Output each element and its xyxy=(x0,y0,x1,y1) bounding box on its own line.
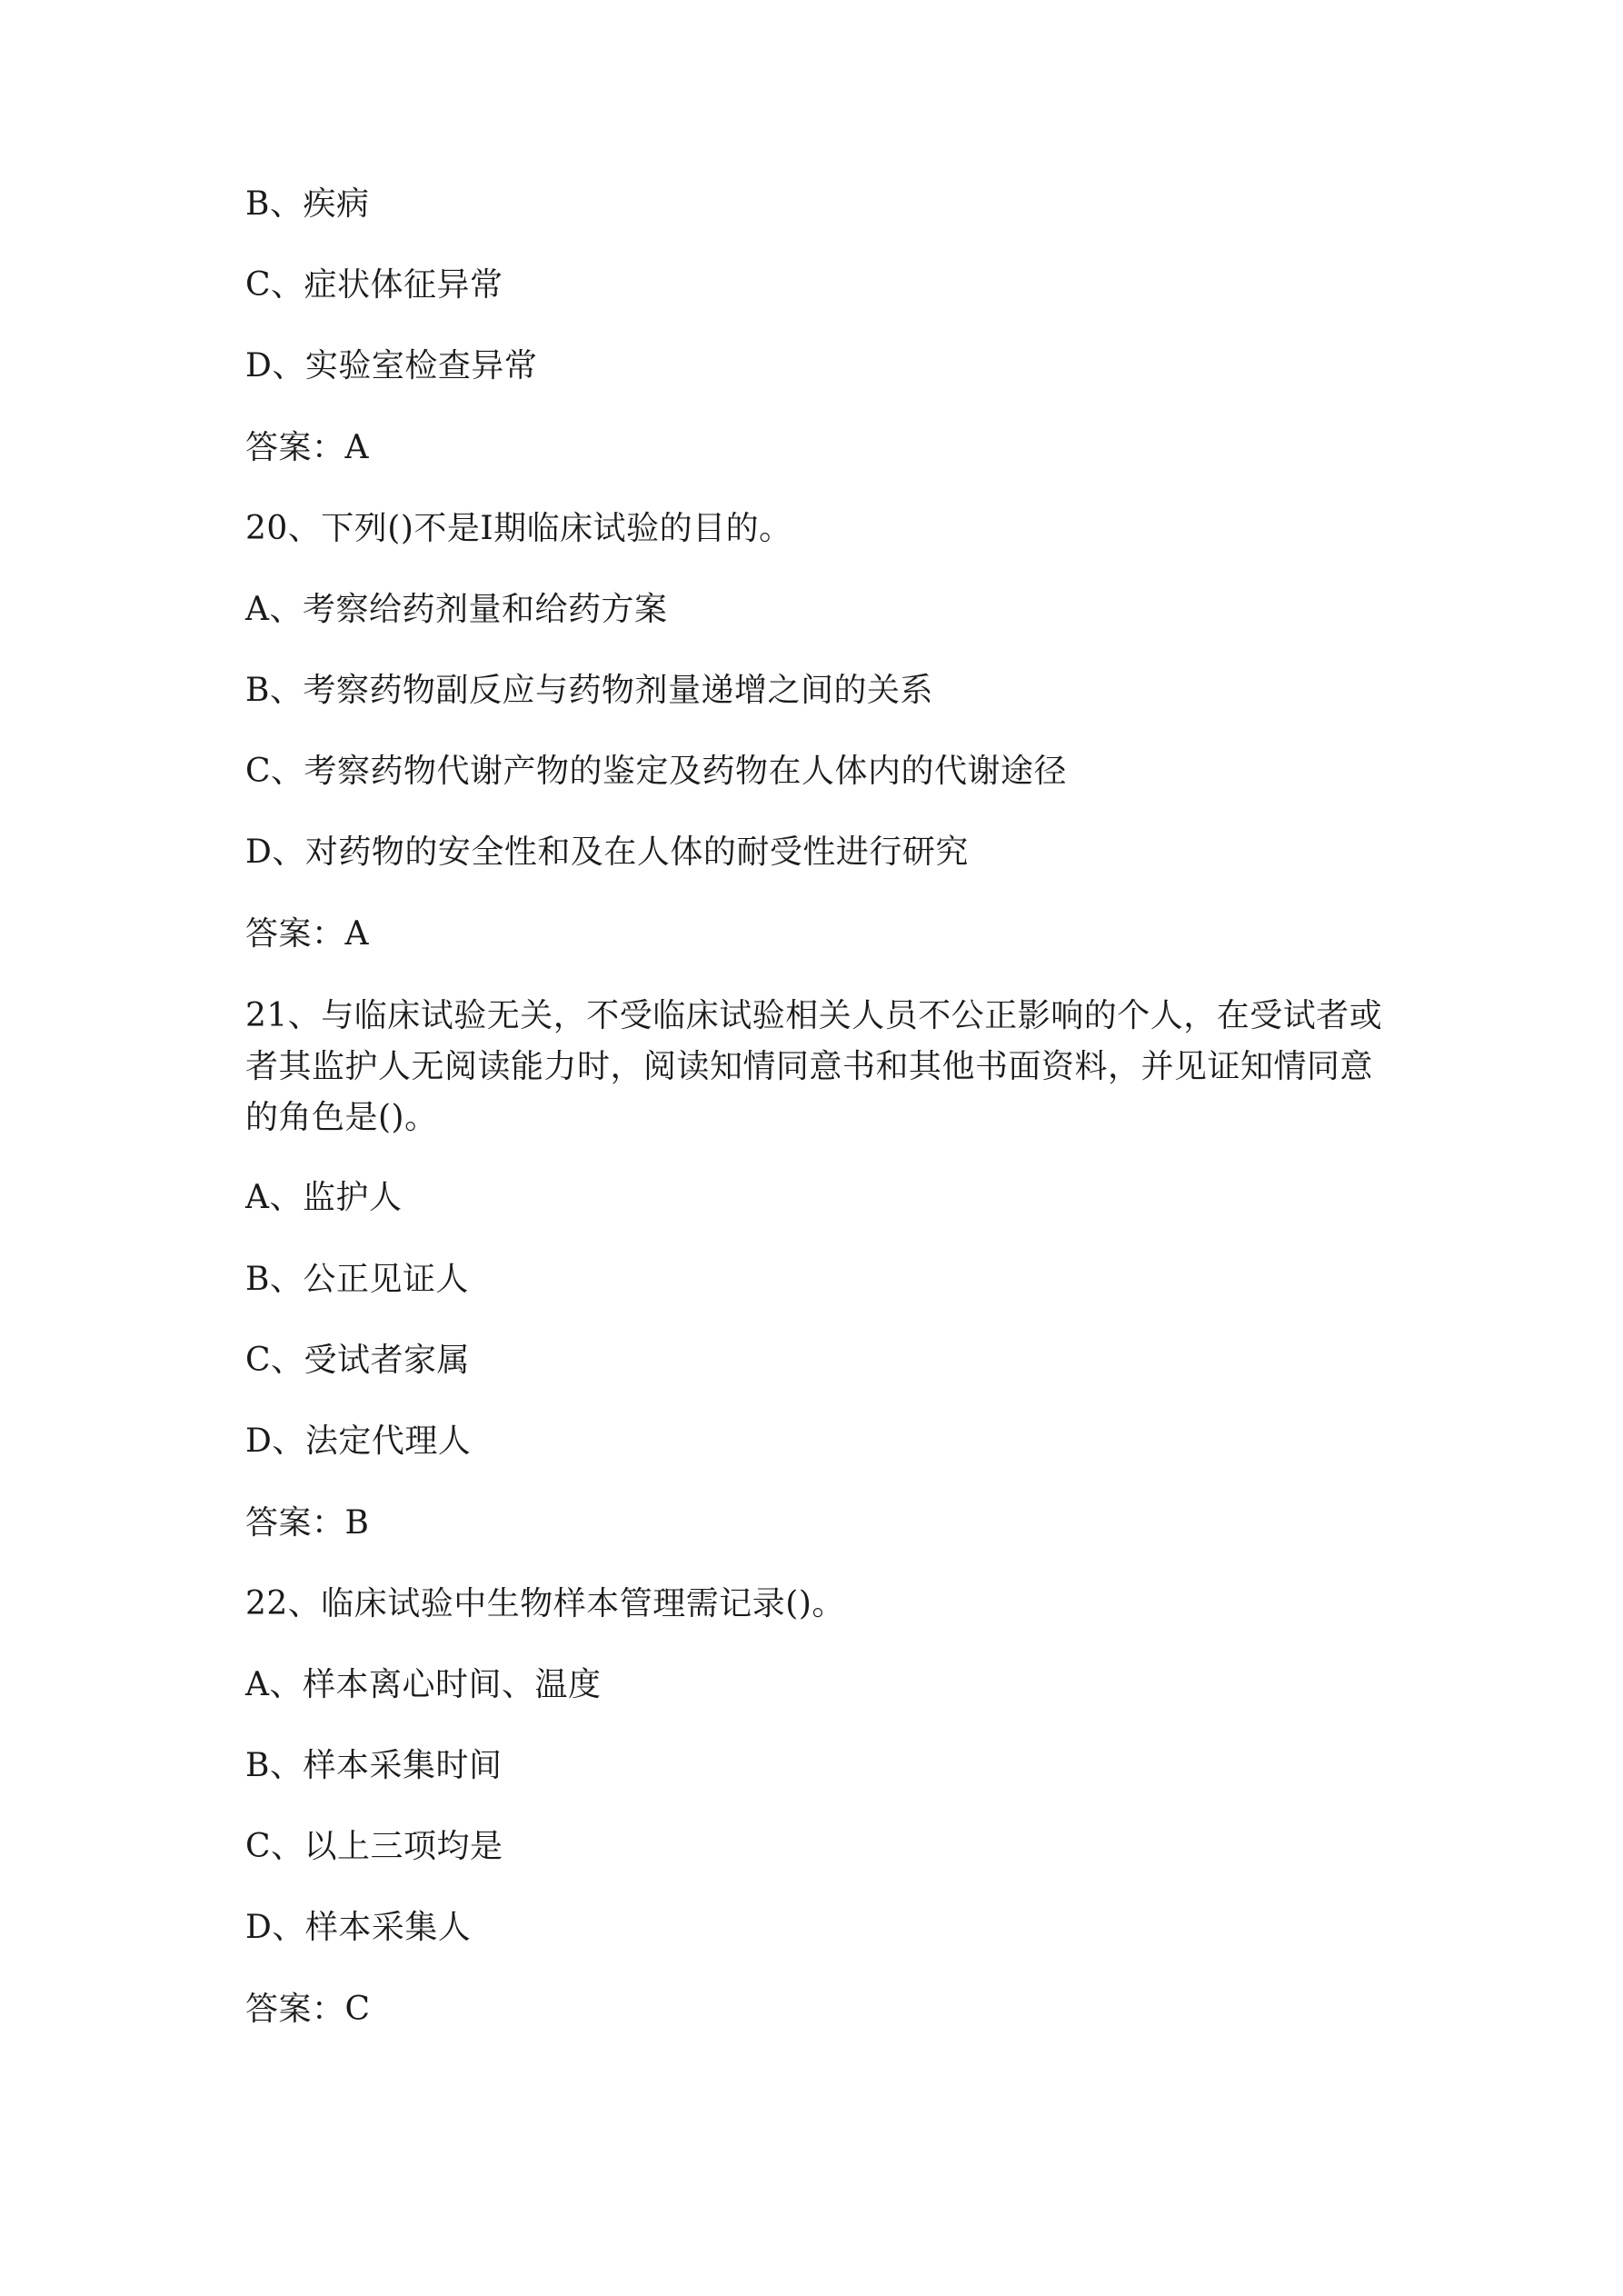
question-stem: 20、下列()不是Ⅰ期临床试验的目的。 xyxy=(245,510,792,547)
option-a: A、考察给药剂量和给药方案 xyxy=(245,591,668,628)
option-d: D、样本采集人 xyxy=(245,1909,472,1946)
answer-line: 答案：A xyxy=(245,429,369,466)
option-b: B、样本采集时间 xyxy=(245,1747,503,1784)
option-d: D、对药物的安全性和及在人体的耐受性进行研究 xyxy=(245,834,969,871)
option-d: D、法定代理人 xyxy=(245,1423,472,1460)
option-c: C、以上三项均是 xyxy=(245,1828,503,1865)
question-stem: 22、临床试验中生物样本管理需记录()。 xyxy=(245,1585,845,1622)
option-a: A、监护人 xyxy=(245,1179,403,1216)
option-a: A、样本离心时间、温度 xyxy=(245,1666,602,1703)
answer-line: 答案：C xyxy=(245,1991,371,2028)
question-stem-line: 21、与临床试验无关，不受临床试验相关人员不公正影响的个人，在受试者或 xyxy=(245,997,1383,1034)
option-b: B、考察药物副反应与药物剂量递增之间的关系 xyxy=(245,672,933,709)
answer-line: 答案：B xyxy=(245,1504,370,1542)
option-c: C、症状体征异常 xyxy=(245,266,503,304)
option-b: B、疾病 xyxy=(245,185,370,223)
question-stem-line: 的角色是()。 xyxy=(245,1099,438,1136)
option-b: B、公正见证人 xyxy=(245,1261,469,1298)
question-stem-line: 者其监护人无阅读能力时，阅读知情同意书和其他书面资料，并见证知情同意 xyxy=(245,1048,1374,1085)
answer-line: 答案：A xyxy=(245,915,369,953)
option-d: D、实验室检查异常 xyxy=(245,347,538,384)
option-c: C、受试者家属 xyxy=(245,1342,471,1379)
option-c: C、考察药物代谢产物的鉴定及药物在人体内的代谢途径 xyxy=(245,753,1068,790)
